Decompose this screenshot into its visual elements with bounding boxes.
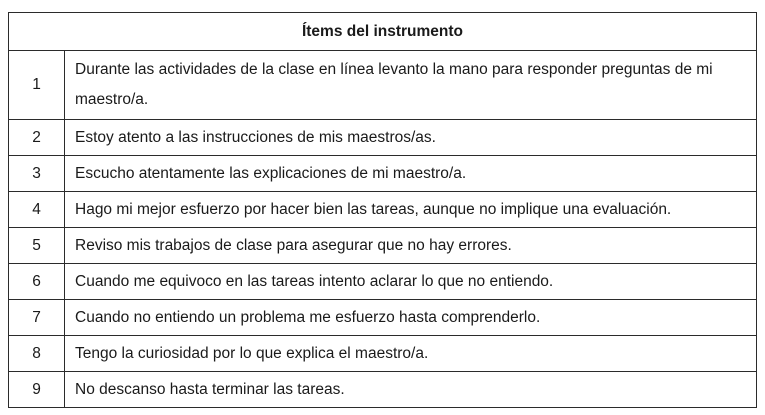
item-text: Estoy atento a las instrucciones de mis maestros/as. <box>65 120 757 156</box>
instrument-items-table <box>8 12 757 408</box>
table-row <box>9 120 757 156</box>
item-text: Escucho atentamente las explicaciones de mi maestro/a. <box>65 156 757 192</box>
table-row <box>9 372 757 408</box>
item-number: 2 <box>9 120 65 156</box>
item-number: 4 <box>9 192 65 228</box>
instrument-items-table-container <box>8 12 756 408</box>
item-text: Cuando no entiendo un problema me esfuerzo hasta comprenderlo. <box>65 300 757 336</box>
item-text: Hago mi mejor esfuerzo por hacer bien las tareas, aunque no implique una evaluación. <box>65 192 757 228</box>
item-text: Reviso mis trabajos de clase para asegurar que no hay errores. <box>65 228 757 264</box>
item-text: Tengo la curiosidad por lo que explica el maestro/a. <box>65 336 757 372</box>
item-number: 9 <box>9 372 65 408</box>
table-row <box>9 300 757 336</box>
item-number: 8 <box>9 336 65 372</box>
item-number: 5 <box>9 228 65 264</box>
table-row <box>9 192 757 228</box>
table-header-row <box>9 13 757 51</box>
table-row <box>9 156 757 192</box>
table-row <box>9 51 757 120</box>
table-row <box>9 336 757 372</box>
item-text: No descanso hasta terminar las tareas. <box>65 372 757 408</box>
item-number: 1 <box>9 51 65 120</box>
item-text: Durante las actividades de la clase en línea levanto la mano para responder preguntas de mi maestro/a. <box>65 51 757 120</box>
table-row <box>9 228 757 264</box>
item-text: Cuando me equivoco en las tareas intento aclarar lo que no entiendo. <box>65 264 757 300</box>
table-row <box>9 264 757 300</box>
item-number: 3 <box>9 156 65 192</box>
table-header: Ítems del instrumento <box>9 13 757 51</box>
item-number: 7 <box>9 300 65 336</box>
item-number: 6 <box>9 264 65 300</box>
